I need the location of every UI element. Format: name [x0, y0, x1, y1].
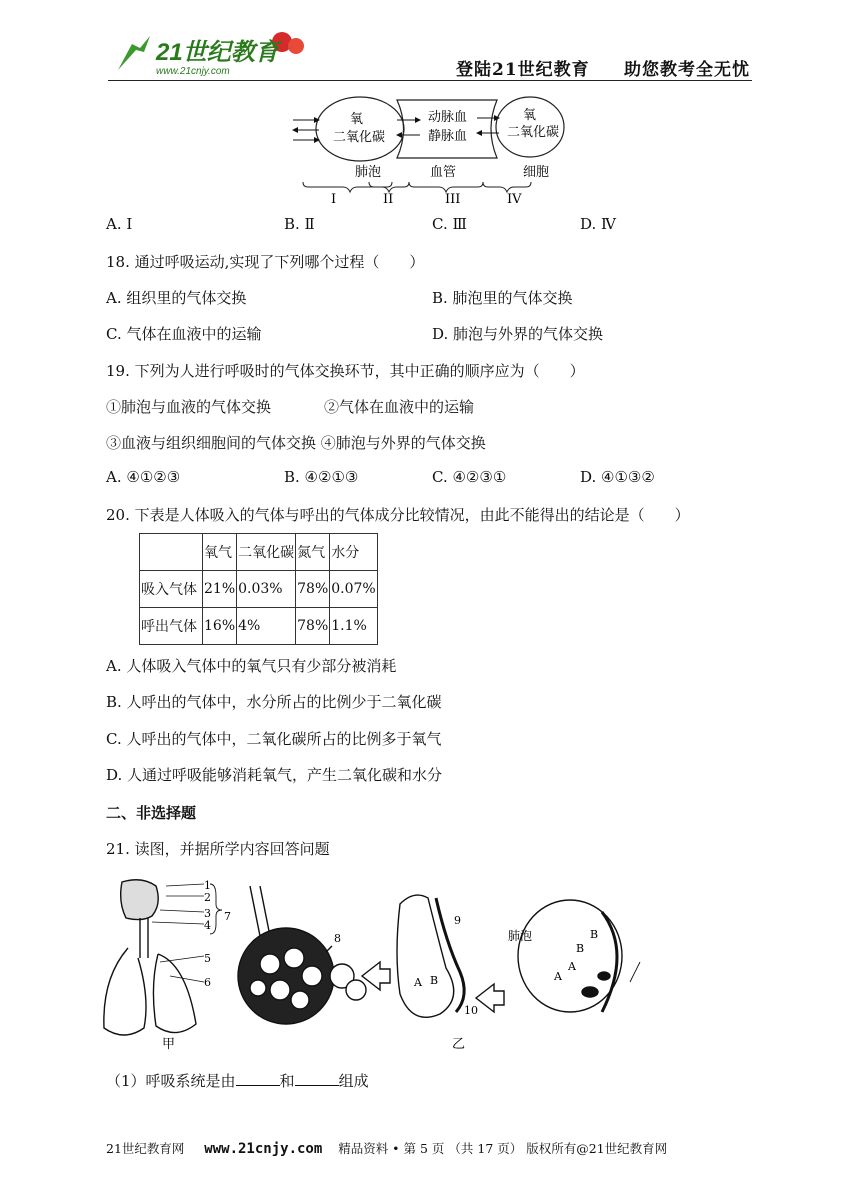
gas-exchange-diagram — [285, 92, 585, 211]
q21-sub1-prefix: （1）呼吸系统是由 — [106, 1072, 236, 1090]
fig-label-3: 3 — [204, 907, 211, 920]
fig-label-jia: 甲 — [162, 1037, 176, 1052]
q20-option-d[interactable]: D. 人通过呼吸能够消耗氧气，产生二氧化碳和水分 — [106, 766, 443, 784]
arrow-icon — [362, 962, 390, 990]
q20-option-b[interactable]: B. 人呼出的气体中，水分所占的比例少于二氧化碳 — [106, 693, 442, 711]
svg-text:www.21cnjy.com: www.21cnjy.com — [156, 66, 230, 77]
header-slogan: 助您教考全无忧 — [624, 60, 750, 80]
vein-label: 静脉血 — [428, 129, 468, 144]
runner-icon — [118, 36, 150, 70]
q17-option-b[interactable]: B. Ⅱ — [284, 215, 315, 233]
page-footer — [106, 1139, 667, 1157]
footer-url[interactable]: www.21cnjy.com — [204, 1141, 323, 1157]
arrow-icon — [476, 984, 504, 1012]
q19-steps-3-4: ③血液与组织细胞间的气体交换 ④肺泡与外界的气体交换 — [106, 434, 486, 452]
table-header-cell: 二氧化碳 — [237, 534, 296, 571]
fig-label-alveolus: 肺泡 — [508, 929, 533, 943]
fig-label-4: 4 — [204, 919, 211, 932]
fig-label-10: 10 — [464, 1004, 478, 1017]
q18-option-b[interactable]: B. 肺泡里的气体交换 — [432, 289, 573, 307]
q19-step-1: ①肺泡与血液的气体交换 — [106, 398, 272, 416]
respiratory-system-figure — [100, 872, 660, 1056]
q19-stem: 19. 下列为人进行呼吸时的气体交换环节，其中正确的顺序应为（ ） — [106, 362, 585, 380]
answer-blank-1[interactable] — [236, 1071, 280, 1086]
header-divider — [108, 80, 752, 81]
stage-1-label: I — [331, 192, 337, 207]
alveolus-o2-label: 氧 — [350, 112, 364, 127]
q20-option-c[interactable]: C. 人呼出的气体中，二氧化碳所占的比例多于氧气 — [106, 730, 442, 748]
q18-option-a[interactable]: A. 组织里的气体交换 — [106, 289, 247, 307]
alveolus-label: 肺泡 — [355, 165, 382, 180]
q17-option-c[interactable]: C. Ⅲ — [432, 215, 467, 233]
q21-sub1-and: 和 — [279, 1072, 295, 1090]
fig-label-1: 1 — [204, 879, 211, 892]
table-cell: 4% — [237, 608, 296, 645]
fig-label-2: 2 — [204, 891, 211, 904]
table-header-cell: 氮气 — [296, 534, 330, 571]
table-cell: 呼出气体 — [140, 608, 203, 645]
site-logo — [110, 30, 310, 78]
table-header-cell: 水分 — [330, 534, 377, 571]
fig-label-5: 5 — [204, 952, 211, 965]
fig-label-6: 6 — [204, 976, 211, 989]
stage-4-label: IV — [507, 192, 522, 207]
q17-option-a[interactable]: A. Ⅰ — [106, 215, 133, 233]
fig-label-b: B — [430, 974, 439, 987]
fig-label-7: 7 — [224, 910, 231, 923]
cell-label: 细胞 — [523, 165, 550, 180]
table-cell: 1.1% — [330, 608, 377, 645]
q21-sub1-suffix: 组成 — [338, 1072, 369, 1090]
table-row — [140, 571, 378, 608]
q21-stem: 21. 读图，并据所学内容回答问题 — [106, 840, 330, 858]
fig-label-a2: A — [554, 970, 562, 983]
fig-label-8: 8 — [334, 932, 341, 945]
fig-label-b2: B — [576, 942, 585, 955]
q19-option-a[interactable]: A. ④①②③ — [106, 468, 181, 486]
q20-option-a[interactable]: A. 人体吸入气体中的氧气只有少部分被消耗 — [106, 657, 397, 675]
footer-info: 精品资料 • 第 5 页 （共 17 页） 版权所有@21世纪教育网 — [338, 1141, 668, 1156]
q19-option-d[interactable]: D. ④①③② — [580, 468, 655, 486]
fig-label-b3: B — [590, 928, 599, 941]
fig-label-yi: 乙 — [452, 1037, 466, 1052]
table-header-cell — [140, 534, 203, 571]
q19-option-b[interactable]: B. ④②①③ — [284, 468, 359, 486]
gas-composition-table — [139, 533, 378, 645]
table-cell: 78% — [296, 608, 330, 645]
table-header-cell: 氧气 — [203, 534, 237, 571]
table-row — [140, 608, 378, 645]
cell-o2-label: 氧 — [523, 108, 537, 123]
q20-stem: 20. 下表是人体吸入的气体与呼出的气体成分比较情况，由此不能得出的结论是（ ） — [106, 506, 690, 524]
table-cell: 16% — [203, 608, 237, 645]
stage-2-label: II — [383, 192, 394, 207]
q21-sub1 — [106, 1070, 369, 1091]
q19-option-c[interactable]: C. ④②③① — [432, 468, 507, 486]
header-login: 登陆21世纪教育 — [456, 60, 590, 80]
fig-label-a3: A — [568, 960, 576, 973]
q18-option-c[interactable]: C. 气体在血液中的运输 — [106, 325, 262, 343]
q18-option-d[interactable]: D. 肺泡与外界的气体交换 — [432, 325, 604, 343]
fig-label-9: 9 — [454, 914, 461, 927]
figure-yi-capillary — [518, 900, 640, 1012]
footer-site: 21世纪教育网 — [106, 1141, 185, 1156]
fig-label-a: A — [414, 976, 422, 989]
q18-stem: 18. 通过呼吸运动,实现了下列哪个过程（ ） — [106, 253, 425, 271]
q19-step-2: ②气体在血液中的运输 — [324, 398, 475, 416]
cell-co2-label: 二氧化碳 — [507, 125, 560, 140]
svg-text:21世纪教育: 21世纪教育 — [156, 39, 279, 66]
table-cell: 吸入气体 — [140, 571, 203, 608]
table-cell: 0.03% — [237, 571, 296, 608]
stage-3-label: III — [445, 192, 461, 207]
section-heading: 二、非选择题 — [106, 804, 197, 822]
table-header-row — [140, 534, 378, 571]
q17-option-d[interactable]: D. Ⅳ — [580, 215, 617, 233]
table-cell: 21% — [203, 571, 237, 608]
vessel-label: 血管 — [430, 165, 457, 180]
table-cell: 78% — [296, 571, 330, 608]
artery-label: 动脉血 — [428, 110, 468, 125]
answer-blank-2[interactable] — [295, 1071, 339, 1086]
table-cell: 0.07% — [330, 571, 377, 608]
figure-yi-alveoli — [238, 886, 366, 1024]
alveolus-co2-label: 二氧化碳 — [333, 130, 386, 145]
